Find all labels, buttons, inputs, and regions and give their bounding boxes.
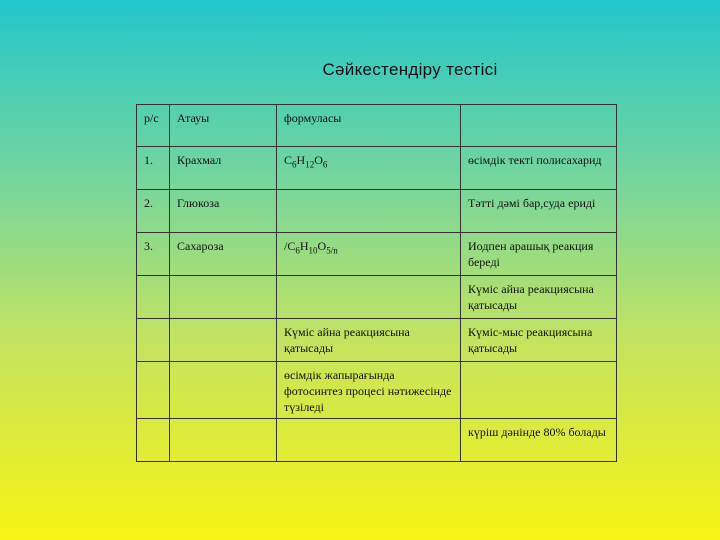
cell-number — [137, 276, 170, 319]
table-row — [137, 276, 617, 319]
header-empty — [461, 105, 617, 147]
cell-number — [137, 362, 170, 419]
formula-symbol: O — [314, 153, 323, 167]
cell-name: Крахмал — [170, 147, 277, 190]
formula-symbol: H — [296, 153, 306, 167]
cell-name: Глюкоза — [170, 190, 277, 233]
cell-formula — [277, 419, 461, 462]
cell-formula: Күміс айна реакциясына қатысады — [277, 319, 461, 362]
cell-formula: өсімдік жапырағында фотосинтез процесі нәтижесінде түзіледі — [277, 362, 461, 419]
cell-description: өсімдік текті полисахарид — [461, 147, 617, 190]
cell-name — [170, 319, 277, 362]
cell-name — [170, 419, 277, 462]
formula-subscript: 10 — [308, 245, 318, 256]
cell-name — [170, 276, 277, 319]
formula-subscript: 6 — [295, 245, 300, 256]
cell-number: 2. — [137, 190, 170, 233]
table-row — [137, 319, 617, 362]
page-title: Сәйкестендіру тестісі — [322, 60, 498, 79]
table-row — [137, 233, 617, 276]
table-row — [137, 147, 617, 190]
cell-formula — [277, 190, 461, 233]
formula-symbol: O — [317, 239, 327, 253]
cell-number — [137, 419, 170, 462]
formula-subscript: 6 — [292, 159, 297, 170]
formula-symbol: /C — [284, 239, 296, 253]
cell-description: күріш дәнінде 80% болады — [461, 419, 617, 462]
cell-formula — [277, 276, 461, 319]
table-row — [137, 362, 617, 419]
cell-number: 1. — [137, 147, 170, 190]
header-formula: формуласы — [277, 105, 461, 147]
formula-symbol: C — [284, 153, 293, 167]
cell-description: Иодпен арашық реакция береді — [461, 233, 617, 276]
table-row — [137, 419, 617, 462]
cell-description: Тәтті дәмі бар,суда ериді — [461, 190, 617, 233]
formula-subscript: 5/n — [326, 245, 338, 256]
cell-description — [461, 362, 617, 419]
matching-table — [136, 104, 617, 462]
cell-number: 3. — [137, 233, 170, 276]
cell-formula — [277, 147, 461, 190]
cell-formula — [277, 233, 461, 276]
table-header-row — [137, 105, 617, 147]
cell-description: Күміс-мыс реакциясына қатысады — [461, 319, 617, 362]
table-row — [137, 190, 617, 233]
cell-description: Күміс айна реакциясына қатысады — [461, 276, 617, 319]
header-name: Атауы — [170, 105, 277, 147]
cell-name: Сахароза — [170, 233, 277, 276]
formula-subscript: 12 — [305, 159, 315, 170]
cell-name — [170, 362, 277, 419]
formula-symbol: H — [299, 239, 309, 253]
formula-subscript: 6 — [322, 159, 328, 170]
header-number: р/с — [137, 105, 170, 147]
cell-number — [137, 319, 170, 362]
